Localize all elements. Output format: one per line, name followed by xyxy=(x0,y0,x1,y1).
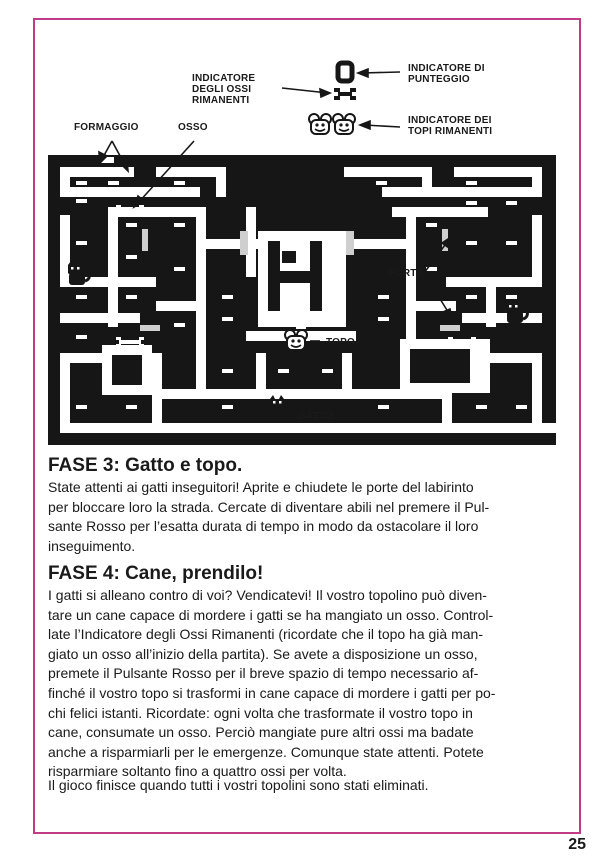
page-number: 25 xyxy=(568,836,586,853)
phase4-paragraph: I gatti si alleano contro di voi? Vendicatevi! Il vostro topolino può diven- tare un cane capace di mordere i gatti se ha mangiato un osso. Control- late l’Indicatore degli Ossi Rimanenti (ricordate che il topo ha già man- giato un osso all’inizio della partita). Se avete a disposizione un osso, premete il Pulsante Rosso per il breve spazio di tempo necessario af- finché il vostro topo si trasformi in cane capace di mordere i gatti per po- chi felici istanti. Ricordate: ogni volta che trasformate il vostro topo in cane, consumate un osso. Perciò mangiate pure altri ossi ma badate anche a risparmiarli per le emergenze. Comunque state attenti. Potete risparmiare soltanto fino a quattro ossi per volta. xyxy=(48,587,496,780)
closing-paragraph: Il gioco finisce quando tutti i vostri topolini sono stati eliminati. xyxy=(48,777,429,793)
phase3-paragraph: State attenti ai gatti inseguitori! Aprite e chiudete le porte del labirinto per bloccare loro la strada. Cercate di diventare abili nel premere il Pul- sante Rosso per l’esatta durata di tempo in modo da ostacolare il loro inseguimento. xyxy=(48,479,490,554)
cheese-label: FORMAGGIO xyxy=(74,122,139,133)
door-label: PORTA xyxy=(388,268,424,279)
phase3-heading: FASE 3: Gatto e topo. xyxy=(48,455,243,476)
bone-label: OSSO xyxy=(178,122,208,133)
maze-diagram xyxy=(46,55,566,450)
mice-indicator-label: INDICATORE DEI TOPI RIMANENTI xyxy=(408,115,493,137)
phase4-heading: FASE 4: Cane, prendilo! xyxy=(48,563,264,584)
remaining-mouse-icon xyxy=(333,114,355,134)
cat-label: GATTO xyxy=(298,411,334,422)
score-value xyxy=(333,61,334,62)
remaining-mouse-icon xyxy=(309,114,331,134)
mouse-label: TOPO xyxy=(326,337,355,348)
score-indicator-label: INDICATORE DI PUNTEGGIO xyxy=(408,63,485,85)
bones-indicator-label: INDICATORE DEGLI OSSI RIMANENTI xyxy=(192,73,256,106)
score-zero-glyph xyxy=(338,63,352,81)
bone-indicator-glyph xyxy=(334,88,356,100)
